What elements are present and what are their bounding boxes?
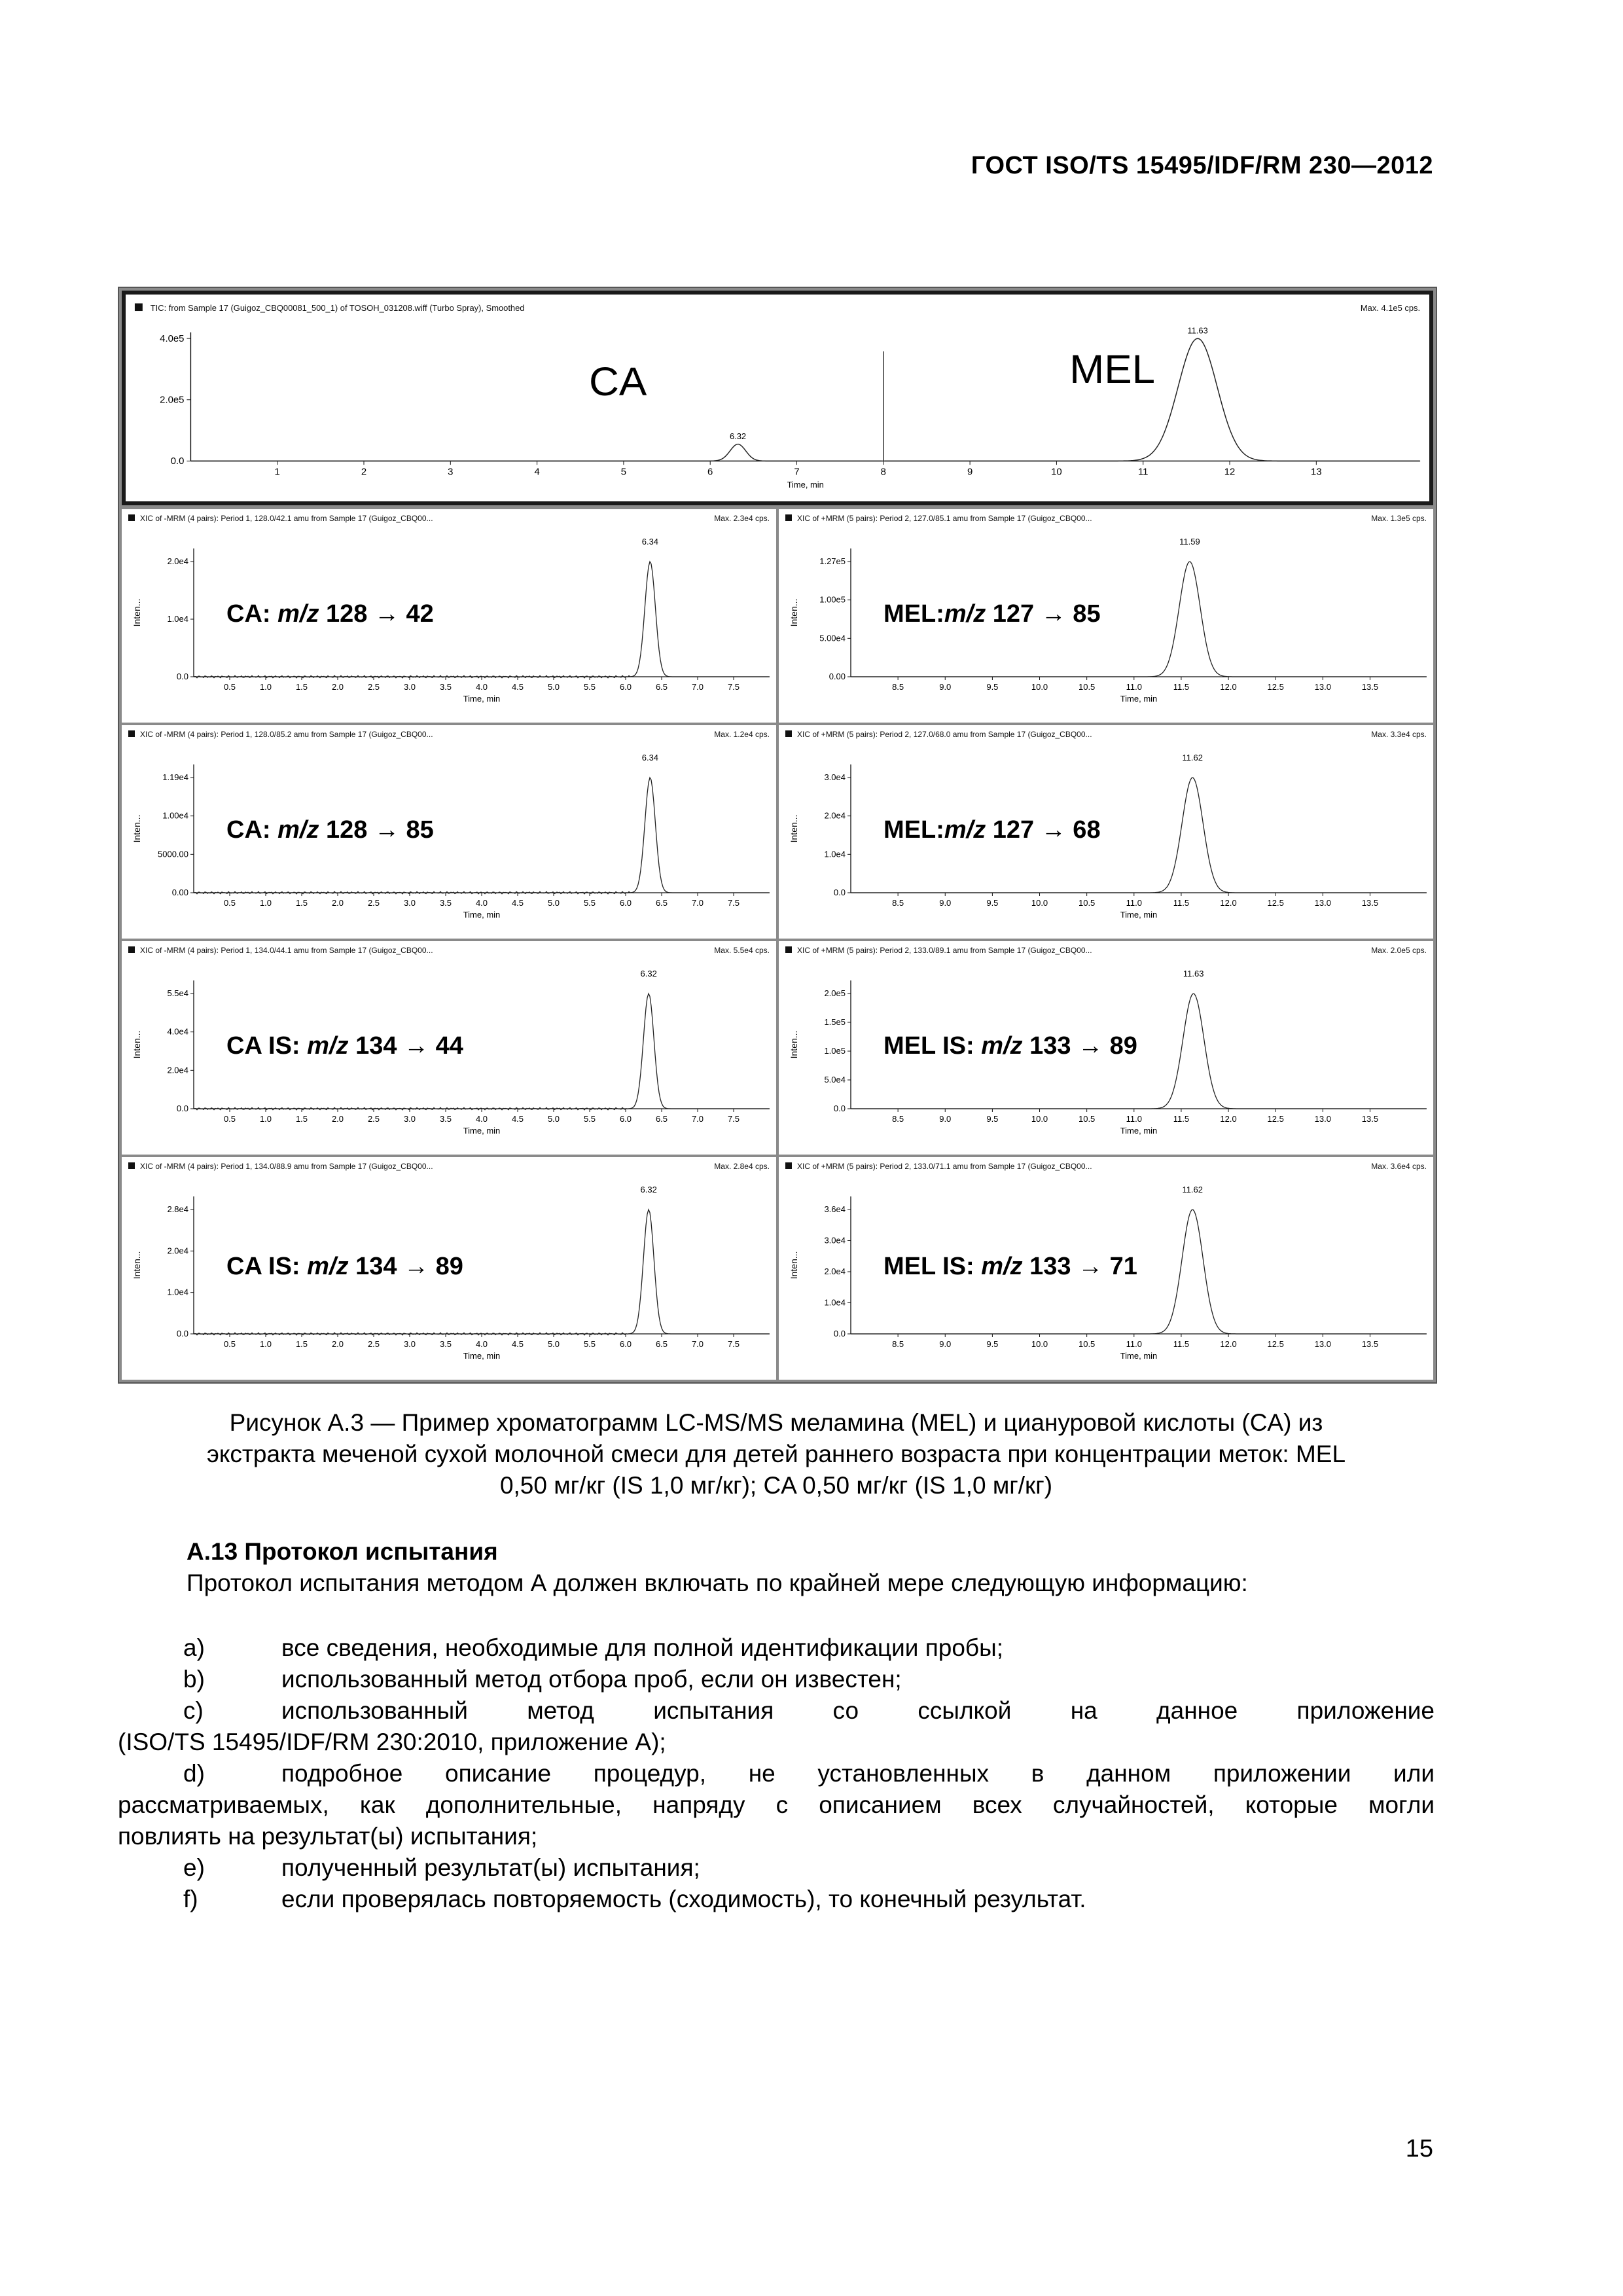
x-tick-label: 6.5	[655, 682, 668, 692]
y-tick-label: 1.0e4	[167, 614, 188, 624]
y-tick-label: 2.0e5	[824, 988, 846, 998]
x-tick-label: 1.5	[295, 898, 308, 908]
x-tick-label: 8.5	[892, 1339, 904, 1349]
x-tick-label: 1.0	[259, 682, 272, 692]
x-tick-label: 0.5	[223, 898, 236, 908]
list-item-label: e)	[183, 1854, 205, 1881]
x-tick-label: 6.0	[619, 1114, 632, 1124]
panel-marker-icon	[135, 303, 143, 311]
x-tick-label: 4.0	[475, 1339, 488, 1349]
x-tick-label: 1	[274, 467, 280, 478]
x-tick-label: 12.5	[1267, 1339, 1284, 1349]
chromatogram-figure	[118, 287, 1437, 1384]
peak-label: 11.62	[1182, 753, 1204, 762]
y-tick-label: 1.00e4	[162, 810, 188, 821]
x-tick-label: 3.0	[403, 1339, 416, 1349]
transition-value: 127 → 68	[986, 816, 1101, 844]
x-tick-label: 13	[1311, 467, 1322, 478]
x-tick-label: 6.5	[655, 1339, 668, 1349]
x-tick-label: 5.5	[583, 682, 596, 692]
x-tick-label: 11.0	[1126, 1114, 1142, 1124]
x-tick-label: 2.0	[331, 1339, 344, 1349]
x-axis-label: Time, min	[1120, 1351, 1158, 1361]
x-tick-label: 12.0	[1220, 682, 1237, 692]
peak-label: 11.62	[1182, 1185, 1204, 1194]
compound-label: MEL	[1069, 346, 1156, 392]
x-tick-label: 4.0	[475, 682, 488, 692]
x-tick-label: 7.5	[727, 1339, 740, 1349]
x-tick-label: 7.0	[691, 1339, 704, 1349]
y-tick-label: 0.0	[833, 888, 846, 897]
y-tick-label: 2.8e4	[167, 1204, 188, 1214]
x-tick-label: 8.5	[892, 898, 904, 908]
transition-compound: CA IS:	[226, 1032, 308, 1060]
x-tick-label: 11.0	[1126, 682, 1142, 692]
y-tick-label: 1.00e5	[819, 594, 846, 605]
y-tick-label: 0.0	[176, 672, 188, 681]
x-tick-label: 10.0	[1031, 1339, 1048, 1349]
x-tick-label: 5.5	[583, 1339, 596, 1349]
y-tick-label: 2.0e4	[167, 1065, 188, 1075]
x-tick-label: 3.5	[439, 898, 452, 908]
transition-compound: MEL:	[883, 600, 944, 628]
ca-xic-chart	[122, 1157, 776, 1380]
x-tick-label: 13.5	[1361, 898, 1379, 908]
x-tick-label: 10.5	[1078, 682, 1096, 692]
xic-panel	[779, 1157, 1433, 1380]
x-tick-label: 9.5	[986, 1114, 999, 1124]
y-tick-label: 5.5e4	[167, 988, 188, 998]
y-tick-label: 1.0e4	[824, 849, 846, 859]
transition-value: 128 → 85	[319, 816, 434, 844]
panel-title: XIC of -MRM (4 pairs): Period 1, 128.0/42.1 amu from Sample 17 (Guigoz_CBQ00...	[140, 514, 433, 523]
list-item	[118, 1758, 1435, 1852]
peak-label: 11.63	[1187, 325, 1208, 336]
x-tick-label: 12.0	[1220, 1339, 1237, 1349]
y-tick-label: 2.0e4	[167, 556, 188, 566]
transition-mz: m/z	[944, 816, 986, 844]
y-tick-label: 1.19e4	[162, 772, 188, 782]
panel-max: Max. 2.0e5 cps.	[1371, 946, 1427, 955]
x-tick-label: 7	[794, 467, 800, 478]
panel-title: XIC of +MRM (5 pairs): Period 2, 133.0/89.1 amu from Sample 17 (Guigoz_CBQ00...	[797, 946, 1092, 955]
list-item-text: использованный метод отбора проб, если он известен;	[281, 1666, 902, 1693]
x-tick-label: 4.5	[511, 1339, 524, 1349]
x-tick-label: 13.5	[1361, 1114, 1379, 1124]
panel-title: XIC of +MRM (5 pairs): Period 2, 127.0/68.0 amu from Sample 17 (Guigoz_CBQ00...	[797, 730, 1092, 739]
x-axis-label: Time, min	[1120, 694, 1158, 704]
transition-label	[226, 1032, 463, 1060]
x-tick-label: 12.5	[1267, 682, 1284, 692]
section-title: А.13 Протокол испытания	[187, 1538, 498, 1565]
panel-marker-icon	[785, 514, 792, 521]
x-tick-label: 1.0	[259, 1339, 272, 1349]
mel-xic-chart	[779, 509, 1433, 723]
x-tick-label: 11.5	[1173, 682, 1190, 692]
transition-label	[883, 816, 1101, 844]
caption-line: 0,50 мг/кг (IS 1,0 мг/кг); CA 0,50 мг/кг (IS 1,0 мг/кг)	[499, 1472, 1053, 1499]
mel-xic-chart	[779, 941, 1433, 1155]
x-tick-label: 4.5	[511, 898, 524, 908]
transition-mz: m/z	[277, 600, 319, 628]
panel-title: XIC of -MRM (4 pairs): Period 1, 134.0/44.1 amu from Sample 17 (Guigoz_CBQ00...	[140, 946, 433, 955]
x-tick-label: 6.0	[619, 898, 632, 908]
x-tick-label: 13.0	[1314, 1339, 1331, 1349]
x-tick-label: 5.5	[583, 1114, 596, 1124]
x-tick-label: 3.0	[403, 682, 416, 692]
list-item	[118, 1664, 1435, 1695]
y-tick-label: 5.00e4	[819, 633, 846, 643]
panel-max: Max. 2.8e4 cps.	[714, 1162, 770, 1171]
y-tick-label: 0.0	[176, 1103, 188, 1113]
panel-title: XIC of +MRM (5 pairs): Period 2, 127.0/85.1 amu from Sample 17 (Guigoz_CBQ00...	[797, 514, 1092, 523]
panel-marker-icon	[785, 1162, 792, 1169]
x-tick-label: 3.5	[439, 1114, 452, 1124]
x-tick-label: 0.5	[223, 1339, 236, 1349]
panel-max: Max. 3.6e4 cps.	[1371, 1162, 1427, 1171]
x-tick-label: 5.0	[547, 898, 560, 908]
x-tick-label: 9.0	[939, 1114, 952, 1124]
list-item-text: все сведения, необходимые для полной идентификации пробы;	[281, 1634, 1003, 1661]
x-axis-label: Time, min	[463, 1126, 501, 1136]
transition-label	[883, 1032, 1137, 1060]
y-axis-label: Inten...	[789, 598, 799, 627]
peak-label: 6.32	[640, 969, 657, 978]
transition-label	[226, 600, 434, 628]
peak-label: 11.59	[1179, 537, 1200, 547]
y-tick-label: 0.0	[833, 1329, 846, 1338]
panel-marker-icon	[785, 730, 792, 737]
x-tick-label: 11.5	[1173, 1339, 1190, 1349]
panel-marker-icon	[128, 1162, 135, 1169]
peak-label: 6.32	[729, 431, 747, 441]
x-tick-label: 10	[1051, 467, 1062, 478]
transition-mz: m/z	[307, 1032, 349, 1060]
x-tick-label: 13.0	[1314, 898, 1331, 908]
caption-line: Рисунок А.3 — Пример хроматограмм LC-MS/MS меламина (MEL) и циануровой кислоты (CA) из	[229, 1409, 1323, 1436]
y-tick-label: 3.0e4	[824, 772, 846, 782]
x-tick-label: 12	[1224, 467, 1236, 478]
figure-caption	[118, 1407, 1435, 1501]
x-tick-label: 0.5	[223, 682, 236, 692]
x-tick-label: 5.0	[547, 1114, 560, 1124]
x-tick-label: 2.5	[367, 898, 380, 908]
y-tick-label: 3.0e4	[824, 1235, 846, 1246]
x-axis-label: Time, min	[787, 479, 824, 490]
caption-line: экстракта меченой сухой молочной смеси для детей раннего возраста при концентрации меток: MEL	[206, 1441, 1346, 1467]
y-tick-label: 4.0e5	[160, 334, 185, 344]
transition-mz: m/z	[981, 1253, 1023, 1280]
peak-label: 6.32	[640, 1185, 657, 1194]
panel-title: XIC of -MRM (4 pairs): Period 1, 134.0/88.9 amu from Sample 17 (Guigoz_CBQ00...	[140, 1162, 433, 1171]
y-tick-label: 1.0e5	[824, 1046, 846, 1056]
x-tick-label: 10.0	[1031, 898, 1048, 908]
panel-marker-icon	[128, 730, 135, 737]
x-tick-label: 5	[620, 467, 627, 478]
list-item-continuation: повлиять на результат(ы) испытания;	[118, 1823, 538, 1850]
x-tick-label: 3.5	[439, 682, 452, 692]
transition-mz: m/z	[307, 1253, 349, 1280]
x-tick-label: 13.0	[1314, 682, 1331, 692]
x-tick-label: 0.5	[223, 1114, 236, 1124]
peak-label: 6.34	[641, 753, 659, 762]
x-tick-label: 10.5	[1078, 1339, 1096, 1349]
panel-title: XIC of -MRM (4 pairs): Period 1, 128.0/85.2 amu from Sample 17 (Guigoz_CBQ00...	[140, 730, 433, 739]
x-tick-label: 12.0	[1220, 1114, 1237, 1124]
mel-xic-chart	[779, 725, 1433, 939]
panel-max: Max. 2.3e4 cps.	[714, 514, 770, 523]
y-axis-label: Inten...	[132, 1030, 142, 1059]
list-item-text: подробное описание процедур, не установленных в данном приложении или	[281, 1760, 1435, 1787]
transition-compound: CA:	[226, 816, 278, 844]
list-item-text: использованный метод испытания со ссылкой на данное приложение	[281, 1697, 1435, 1724]
ca-xic-chart	[122, 725, 776, 939]
x-tick-label: 8	[880, 467, 886, 478]
x-tick-label: 9	[967, 467, 973, 478]
xic-panel	[779, 509, 1433, 723]
x-tick-label: 6.5	[655, 1114, 668, 1124]
x-tick-label: 4.0	[475, 1114, 488, 1124]
x-tick-label: 8.5	[892, 682, 904, 692]
y-tick-label: 0.00	[829, 672, 846, 681]
y-axis-label: Inten...	[132, 598, 142, 627]
ca-xic-chart	[122, 941, 776, 1155]
transition-compound: CA IS:	[226, 1253, 308, 1280]
x-tick-label: 3.0	[403, 898, 416, 908]
list-item-continuation: рассматриваемых, как дополнительные, напряду с описанием всех случайностей, которые могли	[118, 1791, 1435, 1818]
x-tick-label: 9.0	[939, 682, 952, 692]
x-tick-label: 10.0	[1031, 682, 1048, 692]
x-tick-label: 9.0	[939, 898, 952, 908]
y-tick-label: 1.27e5	[819, 556, 846, 566]
x-tick-label: 6.0	[619, 1339, 632, 1349]
mel-xic-chart	[779, 1157, 1433, 1380]
x-tick-label: 2.0	[331, 898, 344, 908]
x-tick-label: 1.0	[259, 1114, 272, 1124]
x-axis-label: Time, min	[1120, 910, 1158, 920]
x-tick-label: 2.5	[367, 1114, 380, 1124]
transition-compound: CA:	[226, 600, 278, 628]
x-tick-label: 6	[707, 467, 713, 478]
list-item-text: если проверялась повторяемость (сходимость), то конечный результат.	[281, 1886, 1086, 1912]
x-axis-label: Time, min	[463, 694, 501, 704]
x-tick-label: 4.5	[511, 1114, 524, 1124]
compound-label: CA	[588, 359, 647, 404]
x-tick-label: 7.0	[691, 1114, 704, 1124]
peak-label: 11.63	[1183, 969, 1204, 978]
y-tick-label: 3.6e4	[824, 1204, 846, 1214]
x-tick-label: 10.5	[1078, 898, 1096, 908]
panel-max: Max. 1.3e5 cps.	[1371, 514, 1427, 523]
y-tick-label: 0.00	[171, 888, 188, 897]
x-tick-label: 7.5	[727, 682, 740, 692]
x-tick-label: 3.5	[439, 1339, 452, 1349]
x-tick-label: 6.0	[619, 682, 632, 692]
xic-panel	[122, 509, 776, 723]
x-tick-label: 3.0	[403, 1114, 416, 1124]
y-tick-label: 4.0e4	[167, 1026, 188, 1037]
y-tick-label: 2.0e5	[160, 395, 185, 406]
x-tick-label: 4	[534, 467, 540, 478]
section-intro: Протокол испытания методом А должен включать по крайней мере следующую информацию:	[187, 1570, 1248, 1596]
list-item	[118, 1695, 1435, 1758]
x-tick-label: 7.5	[727, 1114, 740, 1124]
x-tick-label: 2.5	[367, 682, 380, 692]
xic-panel	[122, 725, 776, 939]
list-item-label: f)	[183, 1886, 198, 1912]
transition-label	[883, 600, 1101, 628]
x-tick-label: 1.5	[295, 682, 308, 692]
x-tick-label: 13.5	[1361, 1339, 1379, 1349]
y-axis-label: Inten...	[789, 1251, 799, 1280]
transition-value: 128 → 42	[319, 600, 434, 628]
transition-value: 134 → 89	[348, 1253, 463, 1280]
x-tick-label: 11.5	[1173, 1114, 1190, 1124]
x-tick-label: 11.0	[1126, 898, 1142, 908]
x-tick-label: 12.5	[1267, 1114, 1284, 1124]
x-tick-label: 13.0	[1314, 1114, 1331, 1124]
x-tick-label: 9.5	[986, 898, 999, 908]
xic-panel	[122, 1157, 776, 1380]
list-item-label: d)	[183, 1760, 205, 1787]
x-tick-label: 10.5	[1078, 1114, 1096, 1124]
panel-title: XIC of +MRM (5 pairs): Period 2, 133.0/71.1 amu from Sample 17 (Guigoz_CBQ00...	[797, 1162, 1092, 1171]
x-tick-label: 5.5	[583, 898, 596, 908]
panel-marker-icon	[128, 946, 135, 953]
panel-max: Max. 3.3e4 cps.	[1371, 730, 1427, 739]
x-tick-label: 6.5	[655, 898, 668, 908]
x-tick-label: 9.5	[986, 682, 999, 692]
transition-value: 133 → 71	[1022, 1253, 1137, 1280]
y-tick-label: 0.0	[176, 1329, 188, 1338]
list-item	[118, 1852, 1435, 1884]
xic-panel	[122, 941, 776, 1155]
x-tick-label: 2	[361, 467, 367, 478]
list-item-label: a)	[183, 1634, 205, 1661]
x-tick-label: 9.5	[986, 1339, 999, 1349]
x-tick-label: 2.0	[331, 1114, 344, 1124]
x-tick-label: 13.5	[1361, 682, 1379, 692]
y-tick-label: 1.5e5	[824, 1017, 846, 1027]
y-tick-label: 5000.00	[158, 849, 188, 859]
document-header-standard: ГОСТ ISO/TS 15495/IDF/RM 230—2012	[971, 152, 1433, 179]
x-tick-label: 8.5	[892, 1114, 904, 1124]
panel-max: Max. 4.1e5 cps.	[1360, 303, 1421, 314]
y-axis-label: Inten...	[132, 1251, 142, 1280]
x-tick-label: 12.5	[1267, 898, 1284, 908]
transition-compound: MEL:	[883, 816, 944, 844]
transition-compound: MEL IS:	[883, 1032, 982, 1060]
transition-compound: MEL IS:	[883, 1253, 982, 1280]
transition-label	[226, 1253, 463, 1280]
transition-mz: m/z	[944, 600, 986, 628]
y-tick-label: 1.0e4	[824, 1297, 846, 1308]
x-axis-label: Time, min	[463, 1351, 501, 1361]
x-tick-label: 7.5	[727, 898, 740, 908]
x-tick-label: 7.0	[691, 682, 704, 692]
x-tick-label: 4.0	[475, 898, 488, 908]
tic-trace-ca	[190, 444, 882, 461]
x-tick-label: 5.0	[547, 682, 560, 692]
transition-value: 134 → 44	[348, 1032, 463, 1060]
x-tick-label: 11	[1137, 467, 1149, 478]
x-tick-label: 9.0	[939, 1339, 952, 1349]
y-tick-label: 0.0	[170, 456, 185, 467]
x-tick-label: 11.0	[1126, 1339, 1142, 1349]
transition-value: 127 → 85	[986, 600, 1101, 628]
x-tick-label: 4.5	[511, 682, 524, 692]
y-tick-label: 2.0e4	[824, 1266, 846, 1276]
list-item-continuation: (ISO/TS 15495/IDF/RM 230:2010, приложение A);	[118, 1729, 666, 1755]
transition-label	[883, 1253, 1137, 1280]
transition-value: 133 → 89	[1022, 1032, 1137, 1060]
y-axis-label: Inten...	[132, 814, 142, 843]
x-tick-label: 1.5	[295, 1114, 308, 1124]
tic-panel	[122, 291, 1433, 505]
panel-marker-icon	[128, 514, 135, 521]
x-tick-label: 5.0	[547, 1339, 560, 1349]
x-tick-label: 1.0	[259, 898, 272, 908]
xic-panel	[779, 725, 1433, 939]
x-tick-label: 2.5	[367, 1339, 380, 1349]
x-axis-label: Time, min	[463, 910, 501, 920]
transition-label	[226, 816, 434, 844]
x-tick-label: 11.5	[1173, 898, 1190, 908]
x-tick-label: 2.0	[331, 682, 344, 692]
peak-label: 6.34	[641, 537, 659, 547]
list-item-text: полученный результат(ы) испытания;	[281, 1854, 700, 1881]
transition-mz: m/z	[277, 816, 319, 844]
y-tick-label: 0.0	[833, 1103, 846, 1113]
tic-chart	[126, 295, 1429, 501]
x-tick-label: 10.0	[1031, 1114, 1048, 1124]
y-axis-label: Inten...	[789, 814, 799, 843]
list-item	[118, 1632, 1435, 1664]
y-axis-label: Inten...	[789, 1030, 799, 1059]
y-tick-label: 1.0e4	[167, 1287, 188, 1297]
x-tick-label: 12.0	[1220, 898, 1237, 908]
y-tick-label: 2.0e4	[167, 1246, 188, 1256]
ca-xic-chart	[122, 509, 776, 723]
page-number: 15	[1405, 2135, 1433, 2162]
x-axis-label: Time, min	[1120, 1126, 1158, 1136]
transition-mz: m/z	[981, 1032, 1023, 1060]
panel-max: Max. 5.5e4 cps.	[714, 946, 770, 955]
list-item	[118, 1884, 1435, 1915]
panel-title: TIC: from Sample 17 (Guigoz_CBQ00081_500_1) of TOSOH_031208.wiff (Turbo Spray), Smoothed	[150, 303, 525, 314]
list-item-label: c)	[183, 1697, 204, 1724]
y-tick-label: 2.0e4	[824, 810, 846, 821]
xic-panel	[779, 941, 1433, 1155]
x-tick-label: 1.5	[295, 1339, 308, 1349]
x-tick-label: 3	[448, 467, 454, 478]
y-tick-label: 5.0e4	[824, 1075, 846, 1085]
panel-marker-icon	[785, 946, 792, 953]
x-tick-label: 7.0	[691, 898, 704, 908]
list-item-label: b)	[183, 1666, 205, 1693]
panel-max: Max. 1.2e4 cps.	[714, 730, 770, 739]
